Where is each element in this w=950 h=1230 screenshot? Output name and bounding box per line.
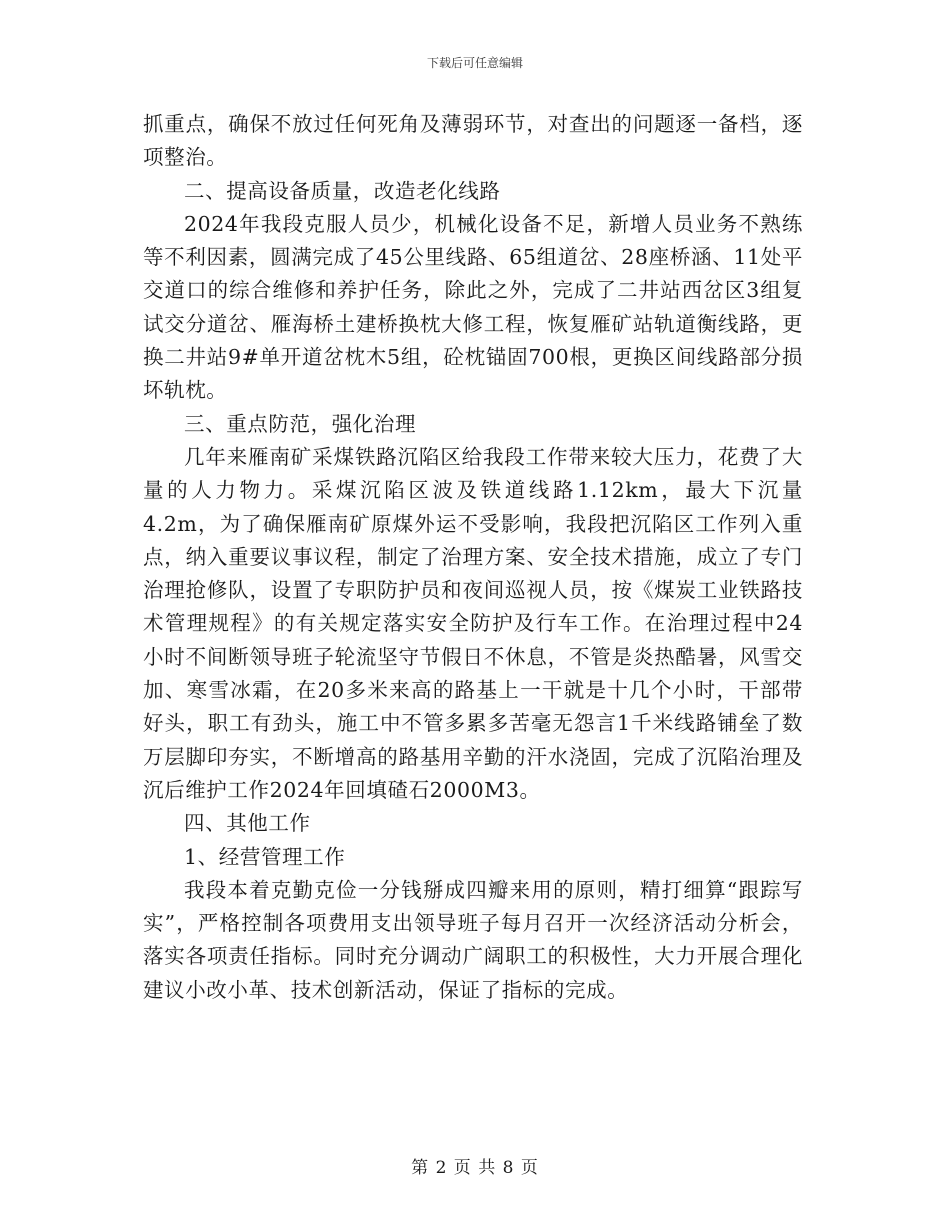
subsection-heading-management: 1、经营管理工作	[184, 844, 346, 869]
section-heading-prevention: 三、重点防范，强化治理	[184, 411, 417, 436]
paragraph-management: 我段本着克勤克俭一分钱掰成四瓣来用的原则，精打细算“跟踪写实”，严格控制各项费用支出领导班子每月召开一次经济活动分析会，落实各项责任指标。同时充分调动广阔职工的积极性，大力开展合理化建议小改小革、技术创新活动，保证了指标的完成。	[143, 877, 803, 1002]
paragraph-continuation: 抓重点，确保不放过任何死角及薄弱环节，对查出的问题逐一备档，逐项整治。	[143, 112, 803, 170]
section-heading-equipment: 二、提高设备质量，改造老化线路	[184, 178, 501, 203]
paragraph-prevention: 几年来雁南矿采煤铁路沉陷区给我段工作带来较大压力，花费了大量的人力物力。采煤沉陷区波及铁道线路1.12km，最大下沉量4.2m，为了确保雁南矿原煤外运不受影响，我段把沉陷区工作列入重点，纳入重要议事议程，制定了治理方案、安全技术措施，成立了专门治理抢修队，设置了专职防护员和夜间巡视人员，按《煤炭工业铁路技术管理规程》的有关规定落实安全防护及行车工作。在治理过程中24小时不间断领导班子轮流坚守节假日不休息，不管是炎热酷暑，风雪交加、寒雪冰霜，在20多米来高的路基上一干就是十几个小时，干部带好头，职工有劲头，施工中不管多累多苦毫无怨言1千米线路铺垒了数万层脚印夯实，不断增高的路基用辛勤的汗水浇固，完成了沉陷治理及沉后维护工作2024年回填碴石2000M3。	[143, 444, 803, 802]
paragraph-equipment: 2024年我段克服人员少，机械化设备不足，新增人员业务不熟练等不利因素，圆满完成了45公里线路、65组道岔、28座桥涵、11处平交道口的综合维修和养护任务，除此之外，完成了二井站西岔区3组复试交分道岔、雁海桥土建桥换枕大修工程，恢复雁矿站轨道衡线路，更换二井站9#单开道岔枕木5组，砼枕锚固700根，更换区间线路部分损坏轨枕。	[143, 211, 803, 403]
document-body	[143, 108, 803, 1007]
page-number: 第 2 页 共 8 页	[411, 1158, 539, 1178]
page-header-note: 下载后可任意编辑	[426, 56, 523, 70]
section-heading-other-work: 四、其他工作	[184, 811, 311, 836]
